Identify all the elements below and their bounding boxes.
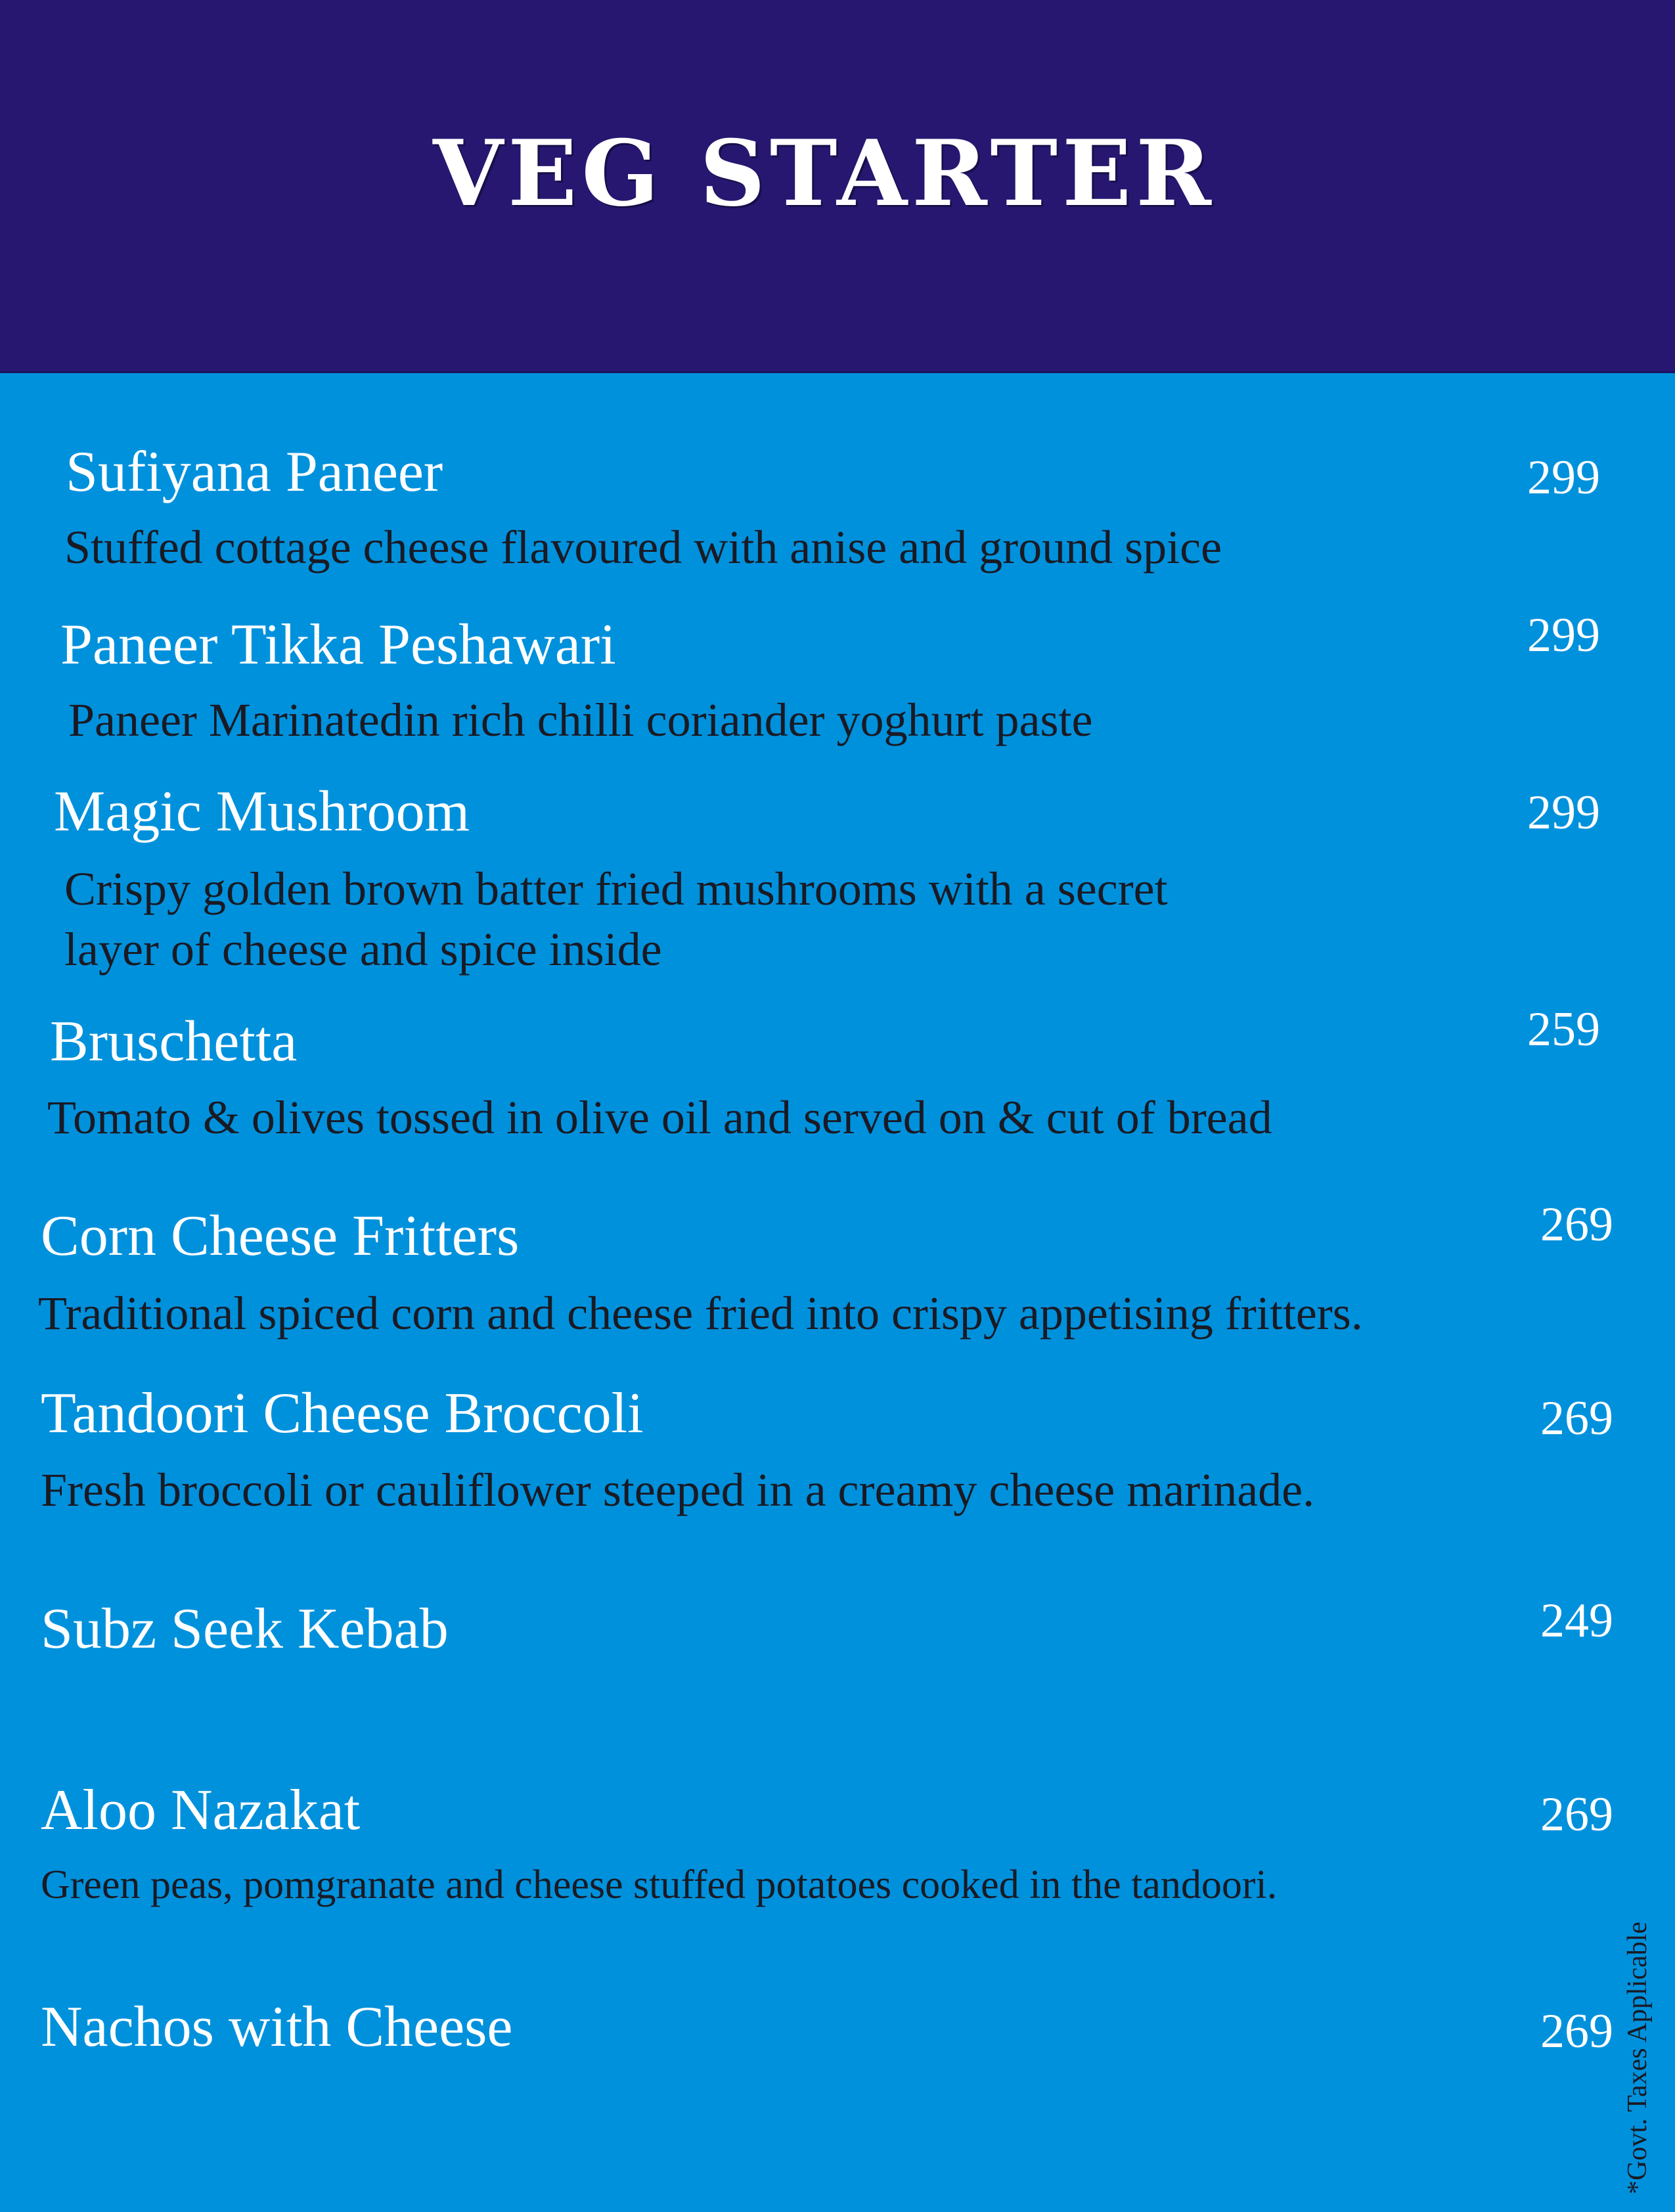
item-description: Paneer Marinatedin rich chilli coriander yoghurt paste xyxy=(68,694,1093,746)
item-description: Green peas, pomgranate and cheese stuffed potatoes cooked in the tandoori. xyxy=(41,1862,1278,1907)
item-price: 249 xyxy=(1540,1594,1613,1648)
item-name: Paneer Tikka Peshawari xyxy=(60,613,616,677)
item-name: Sufiyana Paneer xyxy=(66,440,443,504)
item-price: 269 xyxy=(1540,1788,1613,1841)
item-price: 269 xyxy=(1540,2004,1613,2058)
menu-header xyxy=(0,0,1675,373)
menu-title: VEG STARTER xyxy=(433,120,1216,227)
item-description: Stuffed cottage cheese flavoured with anise and ground spice xyxy=(64,521,1222,574)
item-description: layer of cheese and spice inside xyxy=(64,923,662,976)
item-price: 259 xyxy=(1527,1003,1600,1056)
item-description: Tomato & olives tossed in olive oil and served on & cut of bread xyxy=(47,1091,1272,1144)
item-name: Bruschetta xyxy=(50,1010,298,1073)
item-description: Fresh broccoli or cauliflower steeped in a creamy cheese marinade. xyxy=(41,1464,1315,1516)
item-description: Crispy golden brown batter fried mushrooms with a secret xyxy=(64,863,1168,915)
item-name: Aloo Nazakat xyxy=(41,1778,361,1842)
item-name: Tandoori Cheese Broccoli xyxy=(41,1382,644,1445)
item-price: 269 xyxy=(1540,1198,1613,1252)
item-price: 299 xyxy=(1527,608,1600,662)
item-price: 269 xyxy=(1540,1391,1613,1445)
taxes-note: *Govt. Taxes Applicable xyxy=(1622,1921,1653,2194)
item-description: Traditional spiced corn and cheese fried into crispy appetising fritters. xyxy=(38,1287,1363,1340)
item-price: 299 xyxy=(1527,786,1600,840)
item-name: Nachos with Cheese xyxy=(41,1995,513,2059)
item-price: 299 xyxy=(1527,451,1600,505)
item-name: Subz Seek Kebab xyxy=(41,1597,449,1661)
item-name: Corn Cheese Fritters xyxy=(41,1204,520,1268)
item-name: Magic Mushroom xyxy=(54,780,470,844)
